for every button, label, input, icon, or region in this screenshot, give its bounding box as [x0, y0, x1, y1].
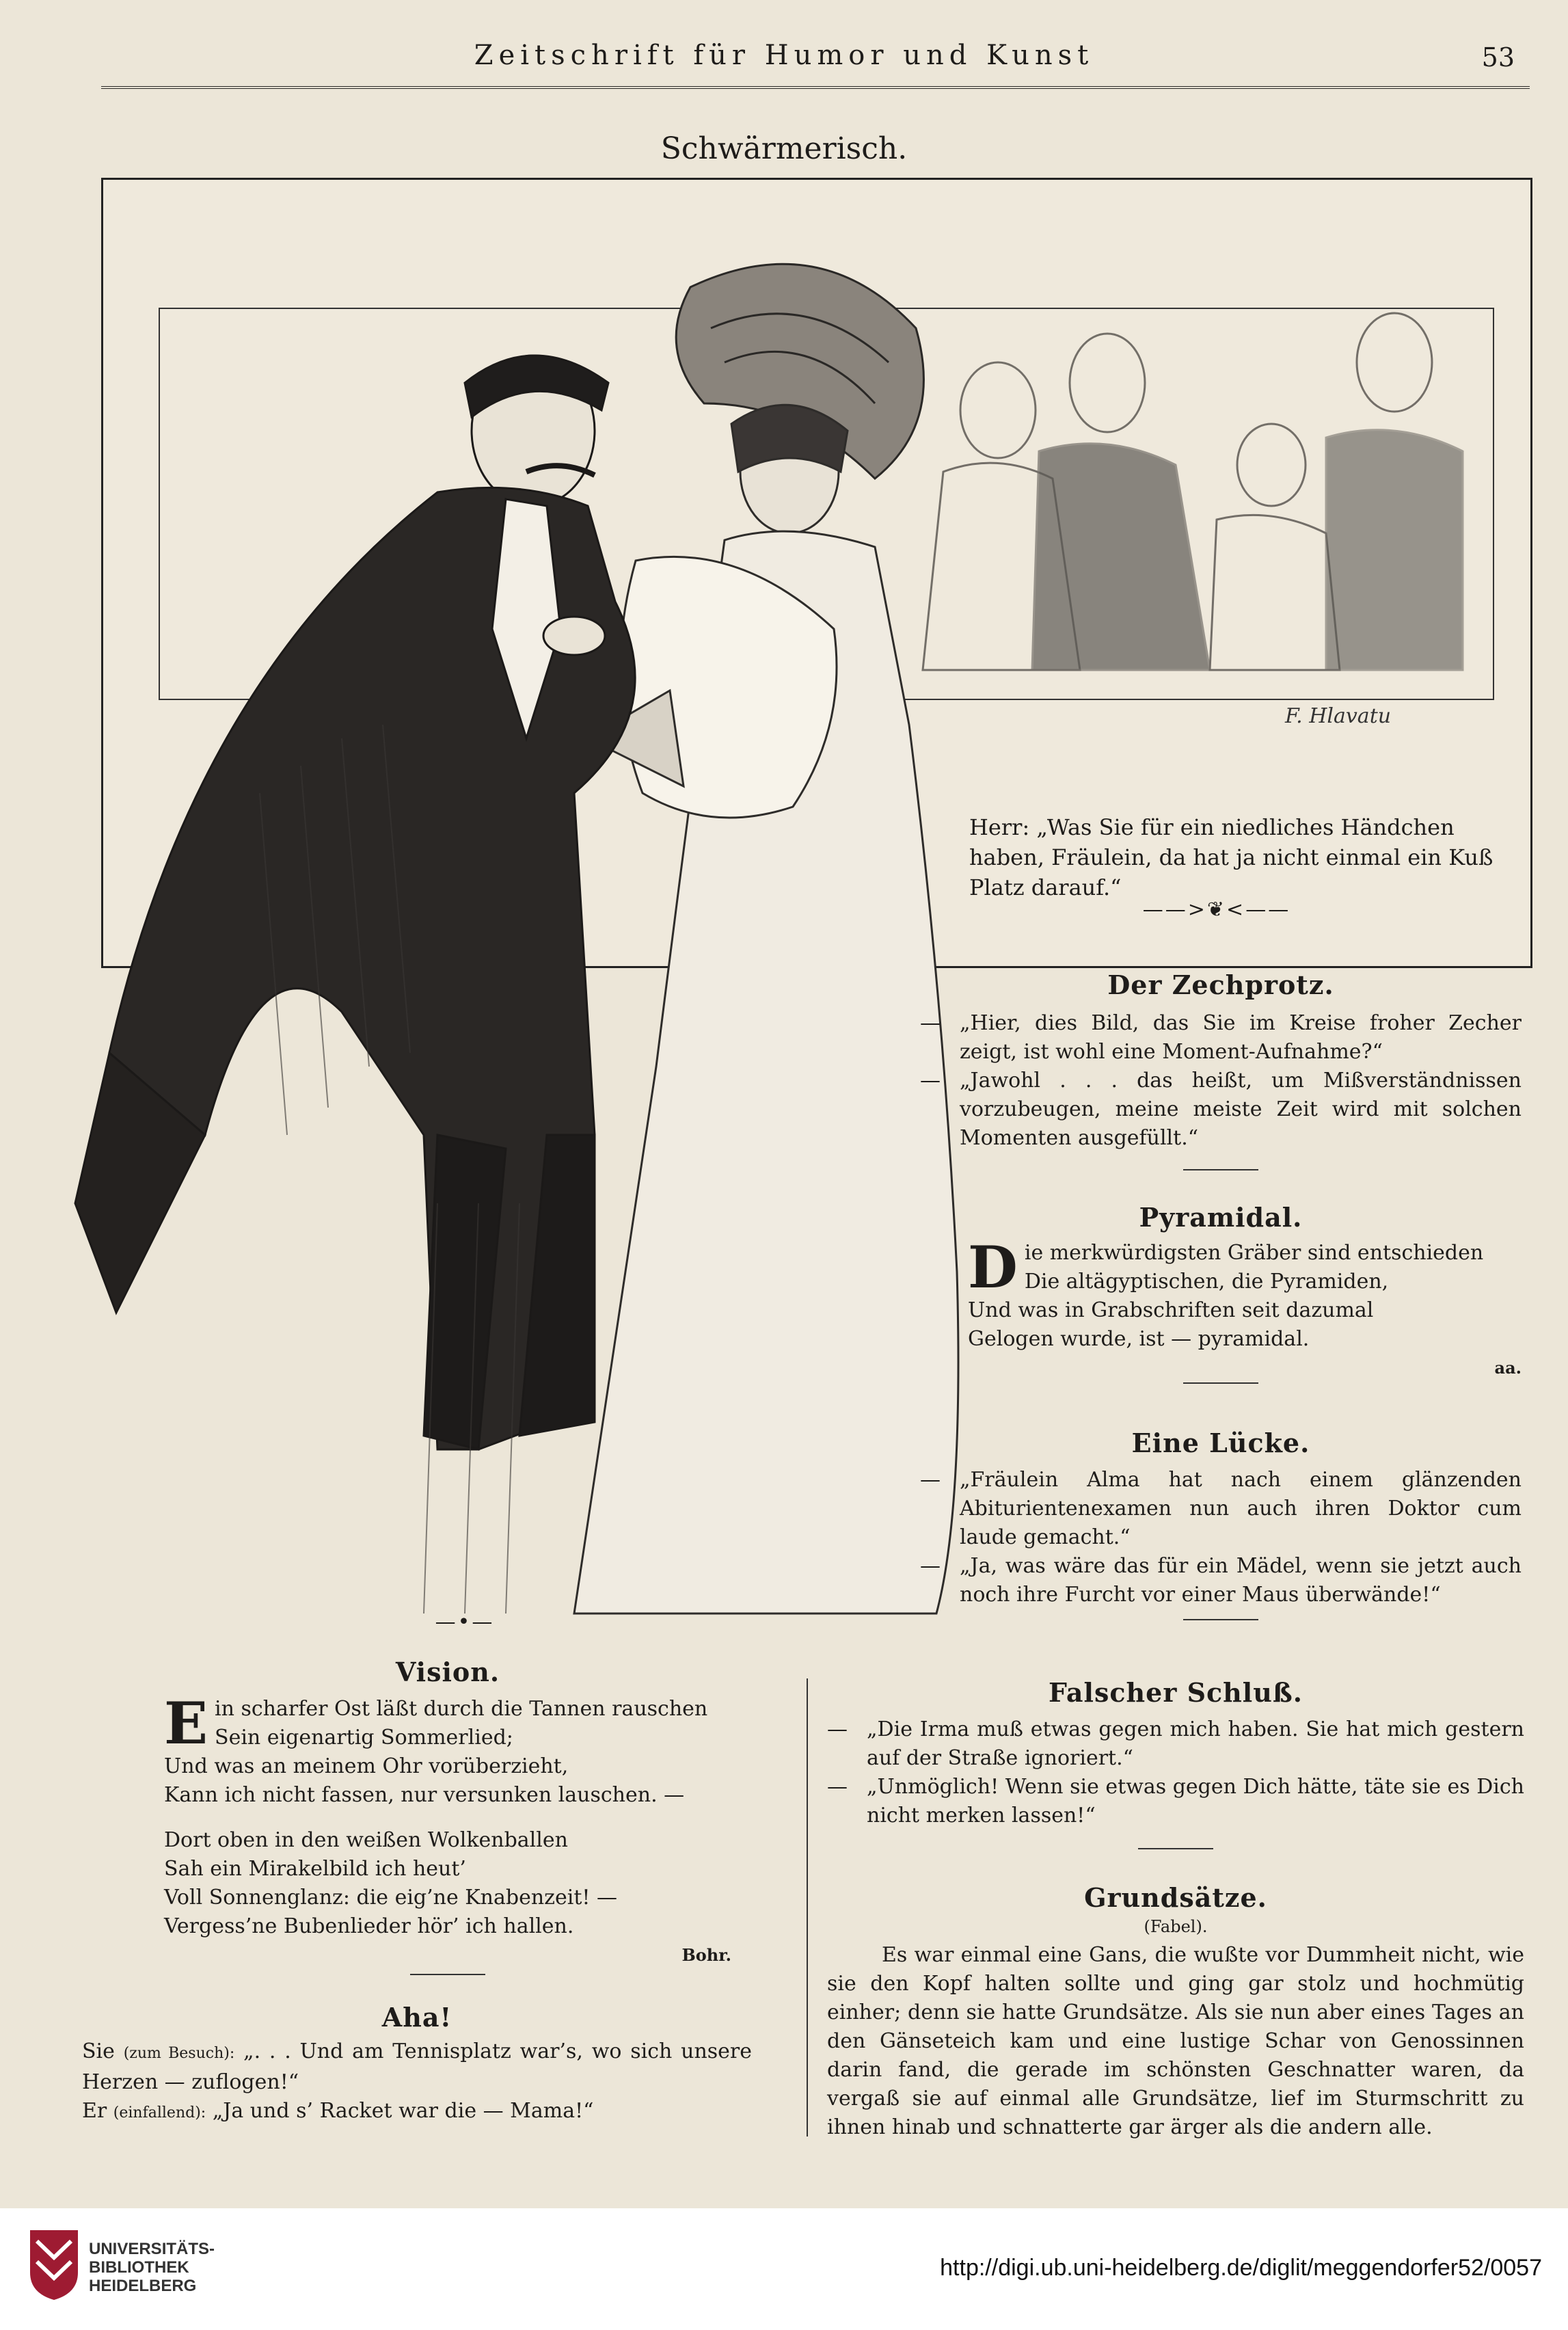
author-signature: aa. — [1494, 1358, 1522, 1378]
caption-line: Herr: „Was Sie für ein niedliches Händchen — [969, 814, 1455, 840]
section-falscher-schluss — [827, 1678, 1524, 1849]
poem-line: in scharfer Ost läßt durch die Tannen rauschen — [215, 1697, 708, 1721]
dialogue-text: „Ja und s’ Racket war die — Mama!“ — [212, 2099, 594, 2123]
poem-line: Und was in Grabschriften seit dazumal — [968, 1298, 1374, 1322]
author-signature: Bohr. — [681, 1945, 731, 1965]
header-rule — [101, 86, 1530, 89]
section-title: Aha! — [381, 2002, 452, 2033]
institution-name: UNIVERSITÄTS- BIBLIOTHEK HEIDELBERG — [89, 2240, 215, 2295]
dialogue-line — [82, 2037, 752, 2097]
poem-line: Sah ein Mirakelbild ich heut’ — [164, 1857, 466, 1881]
ornament-divider: ——>❦<—— — [1142, 898, 1291, 922]
university-seal-icon — [26, 2227, 82, 2303]
ornament-divider: —•— — [435, 1610, 495, 1634]
column-rule — [807, 1678, 808, 2137]
dialogue-line: — „Jawohl . . . das heißt, um Mißverständnissen vorzubeugen, meine meiste Zeit wird mit solchen Momenten ausgefüllt.“ — [920, 1069, 1522, 1150]
dialogue-line: — „Unmöglich! Wenn sie etwas gegen Dich hätte, täte sie es Dich nicht merken lassen!“ — [827, 1775, 1524, 1827]
poem-line: Die altägyptischen, die Pyramiden, — [1024, 1270, 1389, 1294]
section-aha — [82, 2003, 752, 2128]
illustration-title: Schwärmerisch. — [660, 131, 908, 166]
section-rule — [1183, 1382, 1258, 1384]
poem-line: Gelogen wurde, ist — pyramidal. — [968, 1327, 1310, 1351]
speaker: Sie — [82, 2039, 115, 2063]
section-subtitle: (Fabel). — [1144, 1917, 1208, 1936]
section-rule — [1183, 1619, 1258, 1620]
source-url[interactable]: http://digi.ub.uni-heidelberg.de/diglit/meggendorfer52/0057 — [940, 2255, 1542, 2281]
poem-line: Kann ich nicht fassen, nur versunken lauschen. — — [164, 1783, 685, 1807]
fable-text: Es war einmal eine Gans, die wußte vor Dummheit nicht, wie sie den Kopf halten sollte und ging gar stolz und hochmütig einher; denn sie hatte Grundsätze. Als sie nun aber eines Tages an den Gänseteich kam und eine lustige Schar von Genossinnen darin fand, die gerade im schönsten Geschnatter waren, da vergaß sie auf einmal alle Grundsätze, lief im Sturmschritt zu ihnen hinab und schnatterte gar ärger als die andern alle. — [827, 1943, 1524, 2139]
section-zechprotz — [920, 971, 1522, 1170]
dialogue-text: „. . . Und am Tennisplatz war’s, wo sich unsere Herzen — zuflogen!“ — [82, 2039, 753, 2094]
caption-line: Platz darauf.“ — [969, 874, 1122, 900]
dialogue-line: — „Ja, was wäre das für ein Mädel, wenn sie jetzt auch noch ihre Furcht vor einer Maus überwände!“ — [920, 1554, 1522, 1607]
section-luecke — [920, 1429, 1522, 1620]
poem-line: Sein eigenartig Sommerlied; — [215, 1726, 513, 1750]
section-grundsaetze — [827, 1884, 1524, 2142]
section-rule — [1183, 1169, 1258, 1170]
drop-cap: E — [164, 1689, 208, 1757]
section-title: Der Zechprotz. — [1107, 969, 1334, 1000]
running-head: Zeitschrift für Humor und Kunst — [474, 40, 1094, 71]
artist-signature: F. Hlavatu — [1285, 704, 1392, 728]
poem-line: ie merkwürdigsten Gräber sind entschieden — [1024, 1241, 1484, 1265]
poem-line: Und was an meinem Ohr vorüberzieht, — [164, 1754, 569, 1778]
stage-note: (einfallend): — [113, 2104, 206, 2121]
page-number: 53 — [1481, 42, 1515, 72]
section-title: Eine Lücke. — [1131, 1428, 1310, 1458]
dialogue-line: — „Fräulein Alma hat nach einem glänzenden Abiturientenexamen nun auch ihren Doktor cum laude gemacht.“ — [920, 1468, 1522, 1549]
caption-line: haben, Fräulein, da hat ja nicht einmal ein Kuß — [969, 844, 1493, 870]
drop-cap: D — [968, 1233, 1018, 1301]
stage-note: (zum Besuch): — [123, 2045, 235, 2062]
poem-line: Vergess’ne Bubenlieder hör’ ich hallen. — [164, 1914, 574, 1938]
section-pyramidal — [920, 1203, 1522, 1384]
poem-line: Dort oben in den weißen Wolkenballen — [164, 1828, 568, 1852]
speaker: Er — [82, 2099, 107, 2123]
dialogue-line: — „Die Irma muß etwas gegen mich haben. Sie hat mich gestern auf der Straße ignoriert.“ — [827, 1717, 1524, 1770]
dialogue-line — [82, 2097, 752, 2128]
section-vision — [164, 1658, 731, 1975]
section-title: Vision. — [395, 1657, 500, 1687]
illustration-caption — [969, 812, 1523, 902]
section-title: Falscher Schluß. — [1049, 1677, 1303, 1708]
dialogue-line: — „Hier, dies Bild, das Sie im Kreise froher Zecher zeigt, ist wohl eine Moment-Aufnahme?“ — [920, 1011, 1522, 1064]
section-rule — [1138, 1848, 1213, 1849]
section-title: Grundsätze. — [1084, 1882, 1267, 1913]
section-title: Pyramidal. — [1139, 1202, 1303, 1233]
section-rule — [410, 1974, 485, 1975]
poem-line: Voll Sonnenglanz: die eig’ne Knabenzeit! — — [164, 1886, 617, 1910]
